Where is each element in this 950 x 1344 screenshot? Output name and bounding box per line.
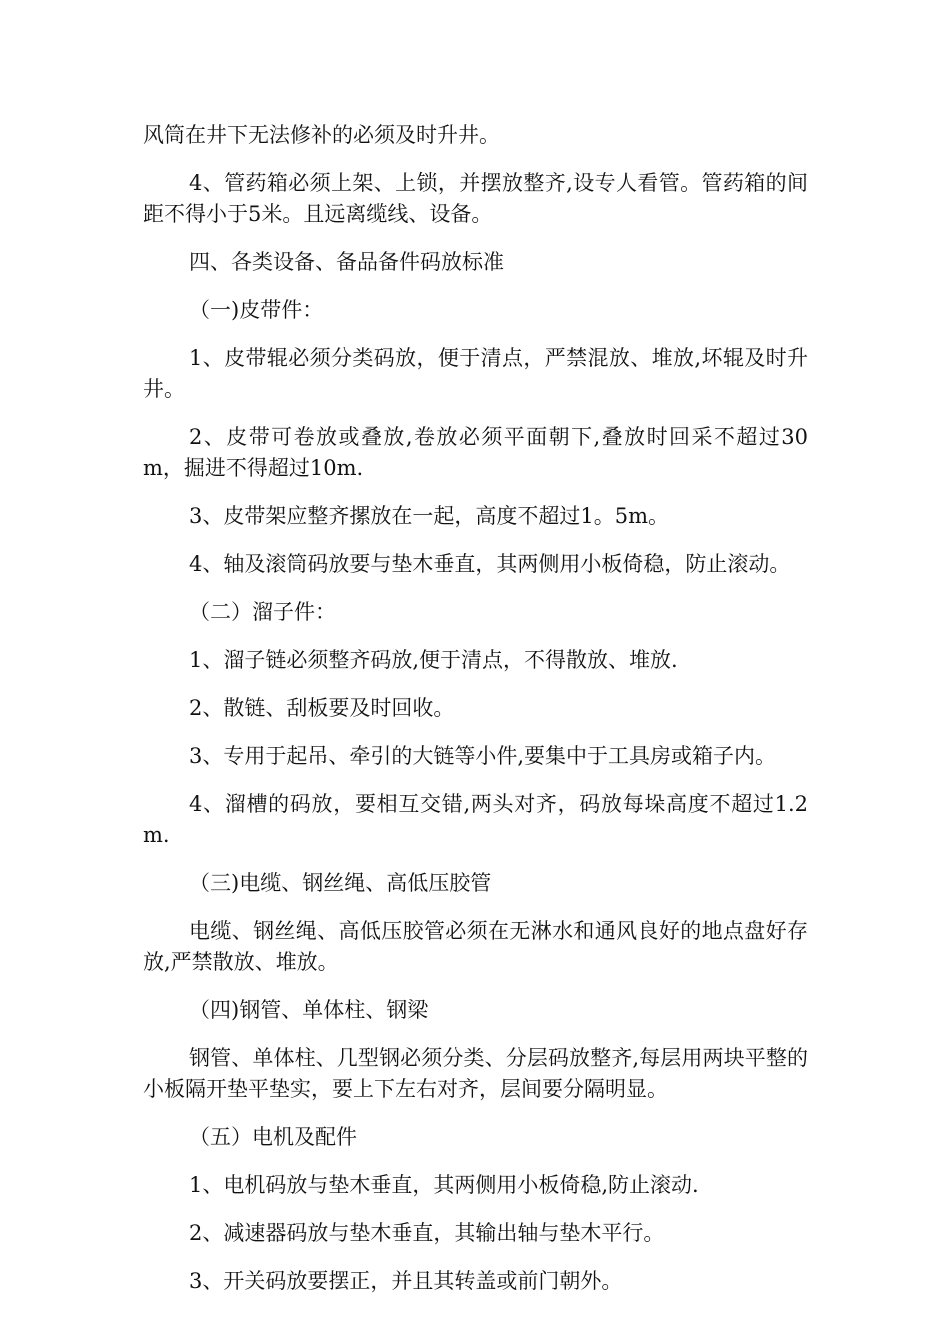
subheading-cables: （三)电缆、钢丝绳、高低压胶管 — [189, 871, 492, 895]
paragraph-belt-item-4: 4、轴及滚筒码放要与垫木垂直，其两侧用小板倚稳，防止滚动。 — [189, 552, 791, 576]
paragraph-conveyor-item-4: 4、溜槽的码放，要相互交错,两头对齐，码放每垛高度不超过1.2m. — [143, 792, 808, 847]
section-heading-4: 四、各类设备、备品备件码放标准 — [189, 250, 504, 274]
paragraph-conveyor-item-2: 2、散链、刮板要及时回收。 — [189, 696, 455, 720]
subheading-motors: （五）电机及配件 — [189, 1125, 357, 1149]
paragraph-steel-pipes: 钢管、单体柱、几型钢必须分类、分层码放整齐,每层用两块平整的小板隔开垫平垫实，要上下左右对齐，层间要分隔明显。 — [143, 1046, 808, 1101]
paragraph-cables: 电缆、钢丝绳、高低压胶管必须在无淋水和通风良好的地点盘好存放,严禁散放、堆放。 — [143, 919, 808, 974]
paragraph-motors-item-1: 1、电机码放与垫木垂直，其两侧用小板倚稳,防止滚动. — [189, 1173, 699, 1197]
paragraph-motors-item-3: 3、开关码放要摆正，并且其转盖或前门朝外。 — [189, 1269, 623, 1293]
paragraph-conveyor-item-3: 3、专用于起吊、牵引的大链等小件,要集中于工具房或箱子内。 — [189, 744, 777, 768]
subheading-steel-pipes: （四)钢管、单体柱、钢梁 — [189, 998, 429, 1022]
subheading-conveyor-parts: （二）溜子件： — [189, 600, 336, 624]
paragraph-belt-item-3: 3、皮带架应整齐摞放在一起，高度不超过1。5m。 — [189, 504, 669, 528]
subheading-belt-parts: （一)皮带件： — [189, 298, 324, 322]
paragraph-continuation: 风筒在井下无法修补的必须及时升井。 — [143, 123, 500, 147]
paragraph-item-4-explosive-box: 4、管药箱必须上架、上锁，并摆放整齐,设专人看管。管药箱的间距不得小于5米。且远离缆线、设备。 — [143, 171, 808, 226]
paragraph-motors-item-2: 2、减速器码放与垫木垂直，其输出轴与垫木平行。 — [189, 1221, 665, 1245]
paragraph-conveyor-item-1: 1、溜子链必须整齐码放,便于清点，不得散放、堆放. — [189, 648, 678, 672]
document-body — [143, 120, 808, 1314]
paragraph-belt-item-1: 1、皮带辊必须分类码放，便于清点，严禁混放、堆放,坏辊及时升井。 — [143, 346, 808, 401]
paragraph-belt-item-2: 2、皮带可卷放或叠放,卷放必须平面朝下,叠放时回采不超过30m，掘进不得超过10m. — [143, 425, 808, 480]
